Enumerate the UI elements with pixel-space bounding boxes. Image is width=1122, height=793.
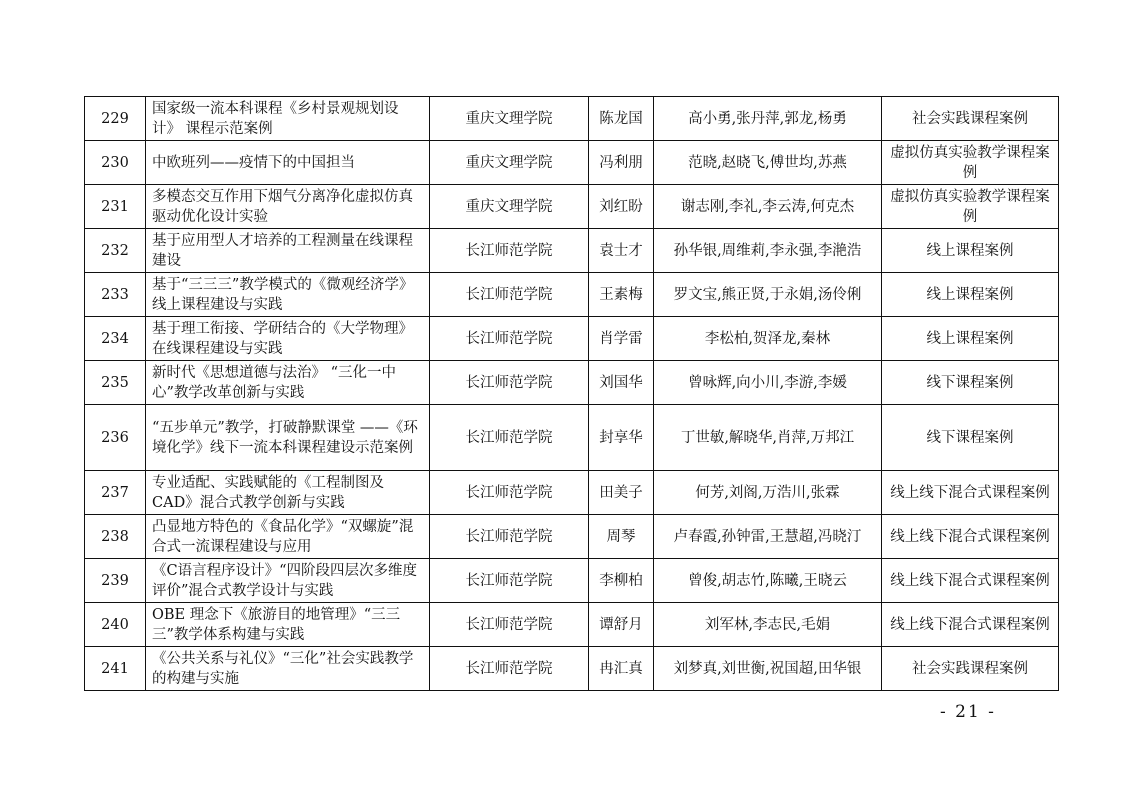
row-number: 239 [85, 559, 146, 603]
row-members: 罗文宝,熊正贤,于永娟,汤伶俐 [654, 273, 882, 317]
row-lead: 刘红盼 [589, 185, 654, 229]
row-school: 重庆文理学院 [430, 185, 589, 229]
table-row [85, 97, 1059, 141]
row-title: 新时代《思想道德与法治》 “三化一中心”教学改革创新与实践 [146, 361, 430, 405]
row-number: 230 [85, 141, 146, 185]
page-number: - 21 - [940, 702, 996, 722]
row-title: 凸显地方特色的《食品化学》“双螺旋”混合式一流课程建设与应用 [146, 515, 430, 559]
table-row [85, 361, 1059, 405]
table-body [85, 97, 1059, 691]
table-row [85, 141, 1059, 185]
row-school: 长江师范学院 [430, 559, 589, 603]
row-number: 234 [85, 317, 146, 361]
row-title: 基于应用型人才培养的工程测量在线课程建设 [146, 229, 430, 273]
row-members: 曾俊,胡志竹,陈曦,王晓云 [654, 559, 882, 603]
row-school: 长江师范学院 [430, 405, 589, 471]
row-number: 235 [85, 361, 146, 405]
row-lead: 袁士才 [589, 229, 654, 273]
row-lead: 谭舒月 [589, 603, 654, 647]
row-category: 虚拟仿真实验教学课程案例 [882, 185, 1059, 229]
row-members: 丁世敏,解晓华,肖萍,万邦江 [654, 405, 882, 471]
row-number: 238 [85, 515, 146, 559]
row-number: 236 [85, 405, 146, 471]
row-lead: 冉汇真 [589, 647, 654, 691]
row-school: 重庆文理学院 [430, 141, 589, 185]
row-title: 《C语言程序设计》“四阶段四层次多维度评价”混合式教学设计与实践 [146, 559, 430, 603]
row-school: 长江师范学院 [430, 647, 589, 691]
table-row [85, 229, 1059, 273]
row-members: 范晓,赵晓飞,傅世均,苏燕 [654, 141, 882, 185]
row-school: 长江师范学院 [430, 515, 589, 559]
row-number: 231 [85, 185, 146, 229]
row-lead: 田美子 [589, 471, 654, 515]
row-title: “五步单元”教学，打破静默课堂 ——《环境化学》线下一流本科课程建设示范案例 [146, 405, 430, 471]
row-category: 虚拟仿真实验教学课程案例 [882, 141, 1059, 185]
table-row [85, 405, 1059, 471]
row-members: 曾咏辉,向小川,李游,李媛 [654, 361, 882, 405]
row-lead: 肖学雷 [589, 317, 654, 361]
row-title: 《公共关系与礼仪》“三化”社会实践教学的构建与实施 [146, 647, 430, 691]
table-row [85, 515, 1059, 559]
row-school: 长江师范学院 [430, 273, 589, 317]
row-category: 社会实践课程案例 [882, 97, 1059, 141]
row-category: 线上线下混合式课程案例 [882, 471, 1059, 515]
row-number: 229 [85, 97, 146, 141]
row-members: 刘梦真,刘世衡,祝国超,田华银 [654, 647, 882, 691]
row-category: 线上课程案例 [882, 273, 1059, 317]
row-lead: 冯利朋 [589, 141, 654, 185]
table-row [85, 603, 1059, 647]
row-members: 李松柏,贺泽龙,秦林 [654, 317, 882, 361]
row-school: 长江师范学院 [430, 229, 589, 273]
row-category: 线上课程案例 [882, 317, 1059, 361]
row-number: 240 [85, 603, 146, 647]
row-lead: 封享华 [589, 405, 654, 471]
table-row [85, 273, 1059, 317]
row-title: 中欧班列——疫情下的中国担当 [146, 141, 430, 185]
table-row [85, 185, 1059, 229]
row-school: 长江师范学院 [430, 603, 589, 647]
row-category: 线下课程案例 [882, 361, 1059, 405]
row-lead: 李柳柏 [589, 559, 654, 603]
project-table [84, 96, 1059, 691]
row-members: 高小勇,张丹萍,郭龙,杨勇 [654, 97, 882, 141]
row-category: 线下课程案例 [882, 405, 1059, 471]
table-row [85, 317, 1059, 361]
row-title: 基于理工衔接、学研结合的《大学物理》在线课程建设与实践 [146, 317, 430, 361]
table-row [85, 647, 1059, 691]
row-category: 社会实践课程案例 [882, 647, 1059, 691]
row-title: 国家级一流本科课程《乡村景观规划设计》 课程示范案例 [146, 97, 430, 141]
row-lead: 刘国华 [589, 361, 654, 405]
row-title: 多模态交互作用下烟气分离净化虚拟仿真驱动优化设计实验 [146, 185, 430, 229]
row-school: 长江师范学院 [430, 361, 589, 405]
row-school: 长江师范学院 [430, 317, 589, 361]
row-lead: 王素梅 [589, 273, 654, 317]
row-title: 基于“三三三”教学模式的《微观经济学》线上课程建设与实践 [146, 273, 430, 317]
table-row [85, 559, 1059, 603]
row-members: 卢春霞,孙钟雷,王慧超,冯晓汀 [654, 515, 882, 559]
row-members: 孙华银,周维莉,李永强,李滟浩 [654, 229, 882, 273]
row-number: 233 [85, 273, 146, 317]
row-members: 刘军林,李志民,毛娟 [654, 603, 882, 647]
row-school: 长江师范学院 [430, 471, 589, 515]
row-category: 线上线下混合式课程案例 [882, 559, 1059, 603]
row-number: 237 [85, 471, 146, 515]
row-lead: 周琴 [589, 515, 654, 559]
row-members: 何芳,刘阁,万浩川,张霖 [654, 471, 882, 515]
row-category: 线上线下混合式课程案例 [882, 603, 1059, 647]
row-title: 专业适配、实践赋能的《工程制图及CAD》混合式教学创新与实践 [146, 471, 430, 515]
row-title: OBE 理念下《旅游目的地管理》“三三三”教学体系构建与实践 [146, 603, 430, 647]
row-category: 线上课程案例 [882, 229, 1059, 273]
row-lead: 陈龙国 [589, 97, 654, 141]
row-school: 重庆文理学院 [430, 97, 589, 141]
row-category: 线上线下混合式课程案例 [882, 515, 1059, 559]
row-members: 谢志刚,李礼,李云涛,何克杰 [654, 185, 882, 229]
row-number: 232 [85, 229, 146, 273]
table-row [85, 471, 1059, 515]
row-number: 241 [85, 647, 146, 691]
